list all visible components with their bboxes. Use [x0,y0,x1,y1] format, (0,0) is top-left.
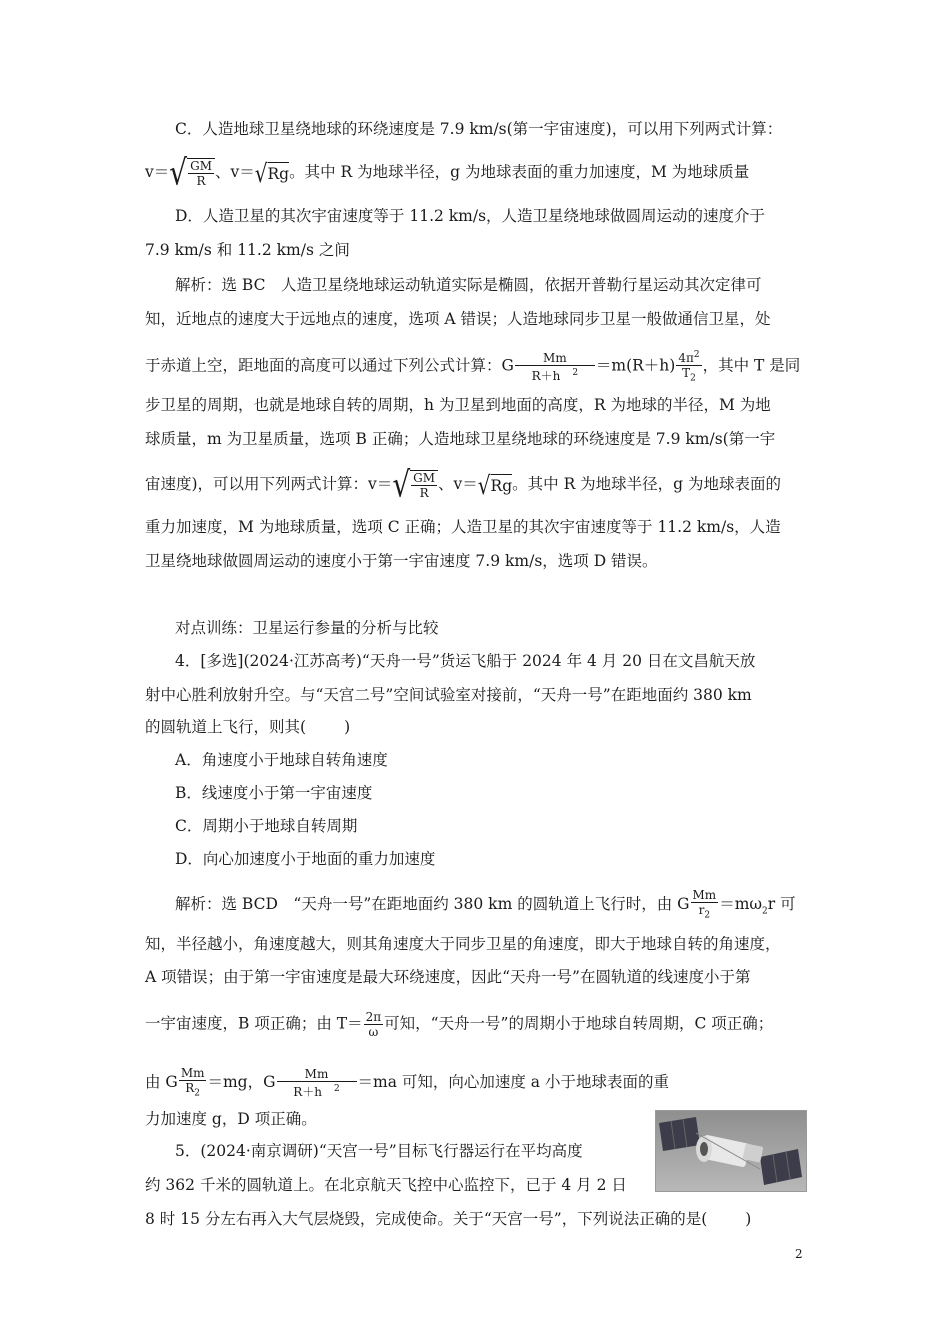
spacecraft-photo [655,1110,807,1192]
analysis1-line8: 卫星绕地球做圆周运动的速度小于第一宇宙速度 7.9 km/s，选项 D 错误。 [145,552,658,570]
analysis1-line5: 球质量，m 为卫星质量，选项 B 正确；人造地球卫星绕地球的环绕速度是 7.9 km/s(第一宇 [145,430,776,448]
q5-line1: 5．(2024·南京调研)“天宫一号”目标飞行器运行在平均高度 [175,1142,583,1160]
analysis2-line6: 力加速度 g，D 项正确。 [145,1110,317,1128]
q4-option-d: D．向心加速度小于地面的重力加速度 [175,850,436,868]
spacecraft-image [656,1111,806,1191]
sqrt-gm-over-r: √ $\frac{GM}{R}$ [169,158,215,188]
analysis2-line1: 解析：选 BCD “天舟一号”在距地面约 380 km 的圆轨道上飞行时，由 G $\frac{Mm}{r_2}$ $=m\omega_2r$ 可 [175,888,796,921]
analysis2-line2: 知，半径越小，角速度越大，则其角速度大于同步卫星的角速度，即大于地球自转的角速度， [145,935,781,953]
q4-line2: 射中心胜利放射升空。与“天宫二号”空间试验室对接前，“天舟一号”在距地面约 380 km [145,686,752,704]
q4-option-c: C．周期小于地球自转周期 [175,817,358,835]
option-c-line1: C．人造地球卫星绕地球的环绕速度是 7.9 km/s(第一宇宙速度)，可以用下列两式计算： [175,120,783,138]
q5-line3: 8 时 15 分左右再入大气层烧毁，完成使命。关于“天宫一号”，下列说法正确的是( ) [145,1210,752,1228]
q4-option-a: A．角速度小于地球自转角速度 [175,751,388,769]
q4-line1: 4．[多选](2024·江苏高考)“天舟一号”货运飞船于 2024 年 4 月 20 日在文昌航天放 [175,652,756,670]
analysis2-line3: A 项错误；由于第一宇宙速度是最大环绕速度，因此“天舟一号”在圆轨道的线速度小于第 [145,968,751,986]
analysis1-line6: 宙速度)，可以用下列两式计算：v＝√ $\frac{GM}{R}$ 、v＝√Rg。其中 R 为地球半径，g 为地球表面的 [145,463,782,505]
analysis2-line5: 由 G $\frac{Mm}{R_2}$ ＝mg，G $\frac{Mm}{R+h ^2}$ ＝ma 可知，向心加速度 a 小于地球表面的重 [145,1066,669,1100]
q4-line3: 的圆轨道上飞行，则其( ) [145,718,351,736]
analysis1-line2: 知，近地点的速度大于远地点的速度，选项 A 错误；人造地球同步卫星一般做通信卫星，处 [145,310,771,328]
sqrt-rg: √Rg [254,158,290,188]
analysis1-line7: 重力加速度，M 为地球质量，选项 C 正确；人造卫星的其次宇宙速度等于 11.2 km/s，人造 [145,518,781,536]
analysis1-line3: 于赤道上空，距地面的高度可以通过下列公式计算：G $\frac{Mm}{R+h ^2}$ ＝m(R＋h) $\frac{4\pi^2}{T_2}$ ，其中 T 是同 [145,350,801,384]
page-number: 2 [795,1247,803,1261]
option-d-line2: 7.9 km/s 和 11.2 km/s 之间 [145,241,350,259]
option-c-line2: v＝√ $\frac{GM}{R}$ 、v＝√Rg。其中 R 为地球半径，g 为地球表面的重力加速度，M 为地球质量 [145,151,750,193]
analysis2-line4: 一宇宙速度，B 项正确；由 T＝ $\frac{2\pi}{\omega}$ 可知，“天舟一号”的周期小于地球自转周期，C 项正确； [145,1010,774,1039]
option-d-line1: D．人造卫星的其次宇宙速度等于 11.2 km/s，人造卫星绕地球做圆周运动的速度介于 [175,207,766,225]
q5-line2: 约 362 千米的圆轨道上。在北京航天飞控中心监控下，已于 4 月 2 日 [145,1176,627,1194]
sqrt-rg: √Rg [477,470,513,500]
section-title: 对点训练：卫星运行参量的分析与比较 [175,619,439,637]
sqrt-gm-over-r: √ $\frac{GM}{R}$ [392,470,438,500]
q4-option-b: B．线速度小于第一宇宙速度 [175,784,373,802]
analysis1-line4: 步卫星的周期，也就是地球自转的周期，h 为卫星到地面的高度，R 为地球的半径，M 为地 [145,396,771,414]
analysis1-line1: 解析：选 BC 人造卫星绕地球运动轨道实际是椭圆，依据开普勒行星运动其次定律可 [175,276,762,294]
